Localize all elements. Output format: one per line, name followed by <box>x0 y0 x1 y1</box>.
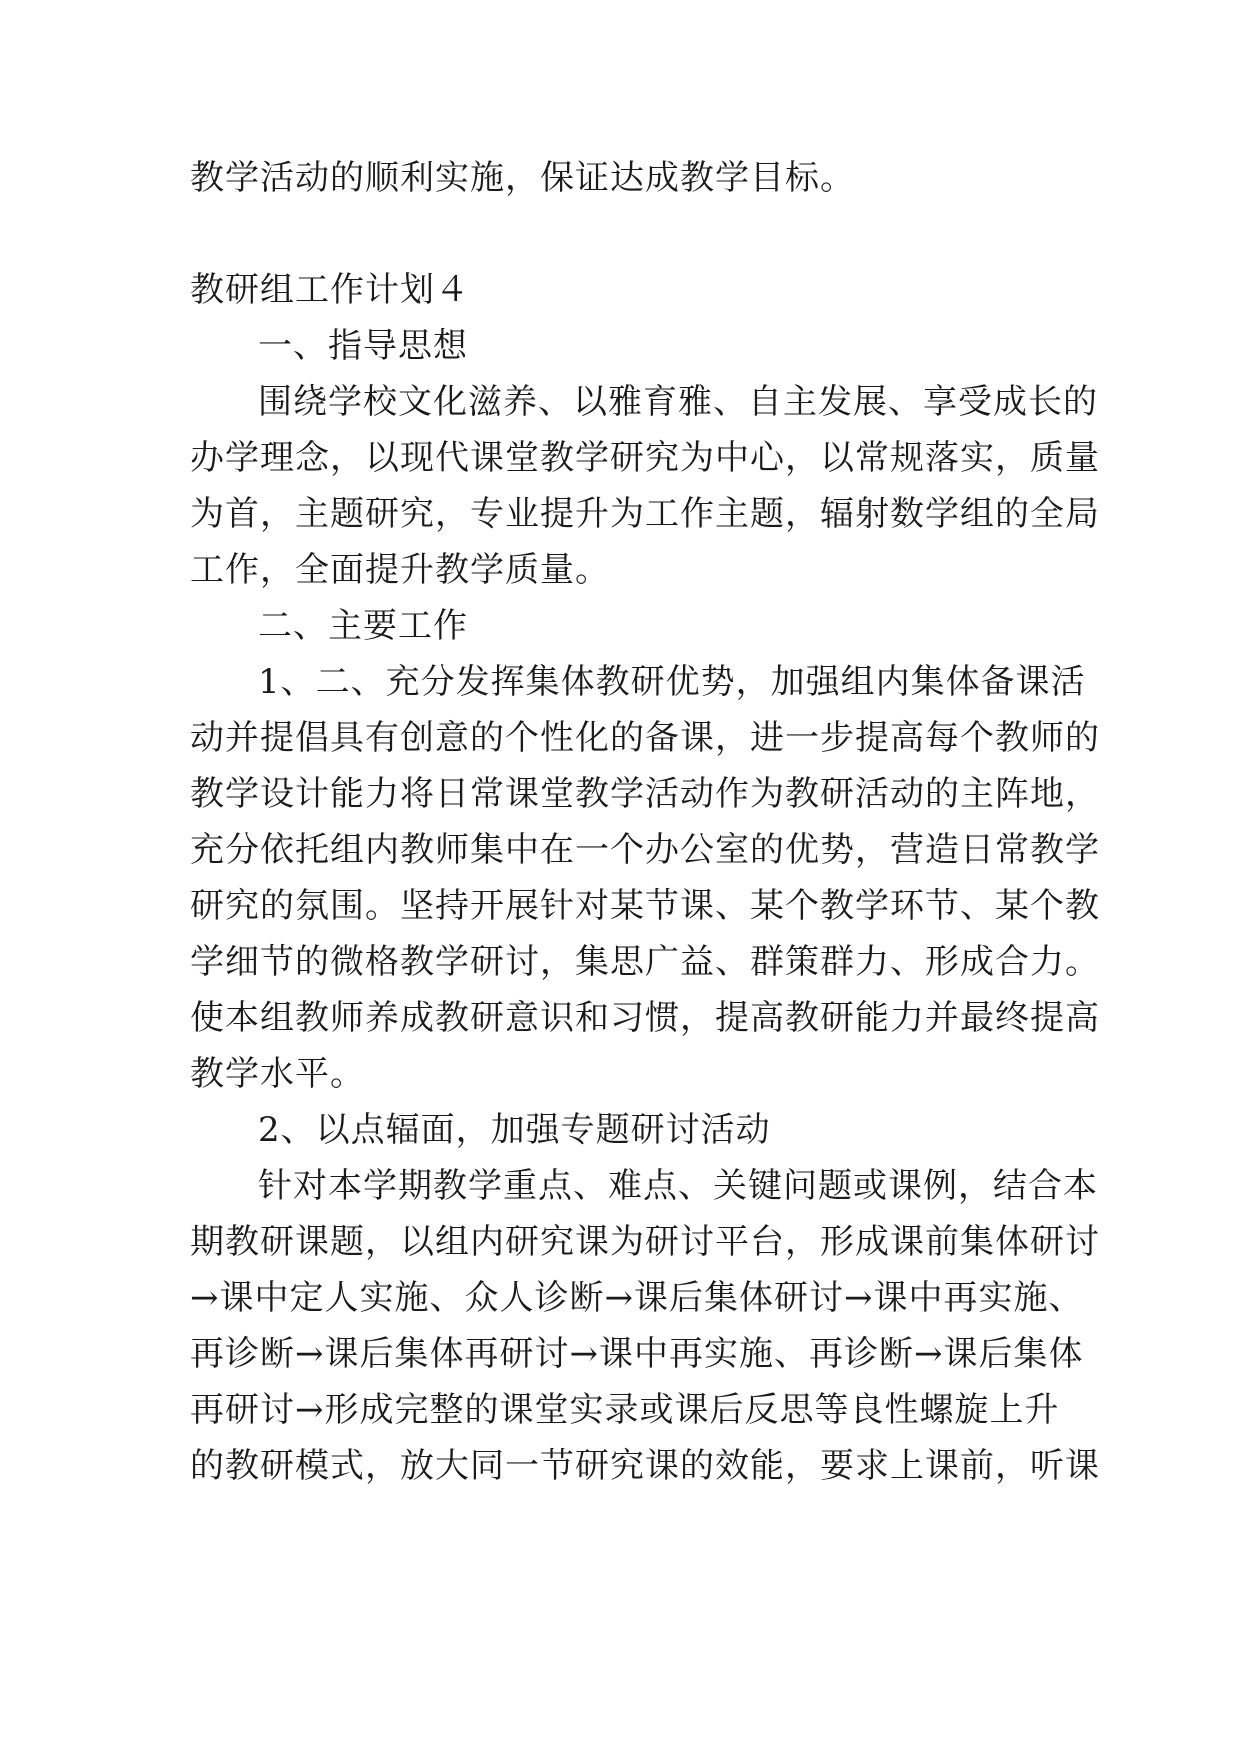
text-line: 办学理念，以现代课堂教学研究为中心，以常规落实，质量 <box>190 438 1100 478</box>
text-line: 再诊断→课后集体再研讨→课中再实施、再诊断→课后集体 <box>190 1334 1084 1374</box>
heading-guiding-ideology: 一、指导思想 <box>258 326 468 366</box>
text-line: 动并提倡具有创意的个性化的备课，进一步提高每个教师的 <box>190 718 1100 758</box>
text-line: 学细节的微格教学研讨，集思广益、群策群力、形成合力。 <box>190 942 1100 982</box>
text-line: 教学活动的顺利实施，保证达成教学目标。 <box>190 158 855 198</box>
text-line: 1、二、充分发挥集体教研优势，加强组内集体备课活 <box>258 662 1086 702</box>
text-line: 再研讨→形成完整的课堂实录或课后反思等良性螺旋上升 <box>190 1390 1060 1430</box>
text-line: 充分依托组内教师集中在一个办公室的优势，营造日常教学 <box>190 830 1100 870</box>
text-line: 教学设计能力将日常课堂教学活动作为教研活动的主阵地， <box>190 774 1100 814</box>
document-body <box>190 150 1100 1494</box>
subheading-topic-seminar: 2、以点辐面，加强专题研讨活动 <box>258 1110 771 1150</box>
text-line: 围绕学校文化滋养、以雅育雅、自主发展、享受成长的 <box>258 382 1098 422</box>
text-line: 使本组教师养成教研意识和习惯，提高教研能力并最终提高 <box>190 998 1100 1038</box>
text-line: 研究的氛围。坚持开展针对某节课、某个教学环节、某个教 <box>190 886 1100 926</box>
text-line: →课中定人实施、众人诊断→课后集体研讨→课中再实施、 <box>190 1278 1084 1318</box>
section-title: 教研组工作计划４ <box>190 270 470 310</box>
text-line: 针对本学期教学重点、难点、关键问题或课例，结合本 <box>258 1166 1098 1206</box>
heading-main-work: 二、主要工作 <box>258 606 468 646</box>
text-line: 的教研模式，放大同一节研究课的效能，要求上课前，听课 <box>190 1446 1100 1486</box>
text-line: 期教研课题，以组内研究课为研讨平台，形成课前集体研讨 <box>190 1222 1100 1262</box>
text-line: 为首，主题研究，专业提升为工作主题，辐射数学组的全局 <box>190 494 1100 534</box>
text-line: 教学水平。 <box>190 1054 365 1094</box>
text-line: 工作，全面提升教学质量。 <box>190 550 610 590</box>
blank-line <box>190 206 1050 262</box>
